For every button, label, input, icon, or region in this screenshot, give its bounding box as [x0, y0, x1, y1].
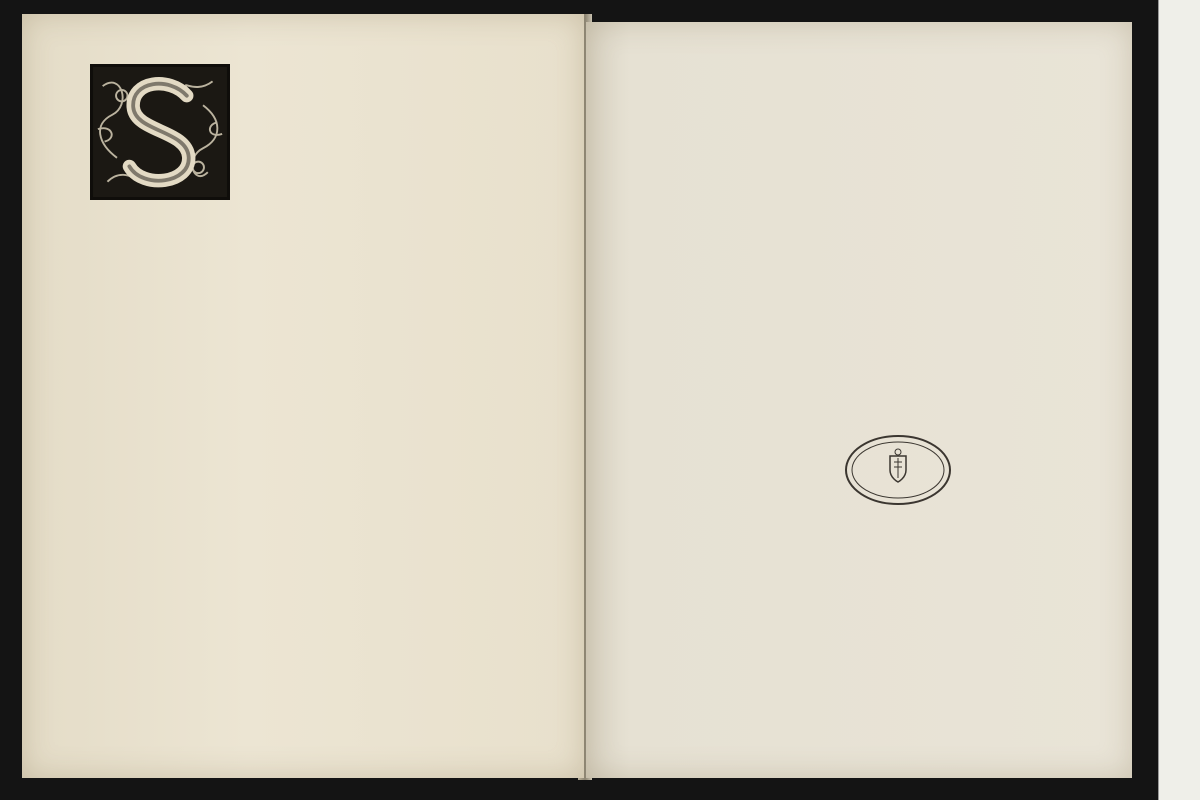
library-stamp — [844, 434, 952, 506]
decorated-initial-s — [90, 64, 230, 200]
measurement-ruler — [1158, 0, 1200, 800]
music-staff-2 — [240, 136, 552, 172]
right-page — [586, 22, 1132, 778]
empty-staff-1 — [96, 522, 552, 558]
empty-staff-2 — [96, 598, 552, 634]
music-staff-3 — [92, 216, 552, 252]
music-staff-5 — [92, 368, 552, 404]
running-head-voice — [352, 36, 362, 50]
music-staff-4 — [92, 292, 552, 328]
music-staff-1 — [240, 64, 552, 100]
music-staff-6 — [92, 446, 552, 482]
